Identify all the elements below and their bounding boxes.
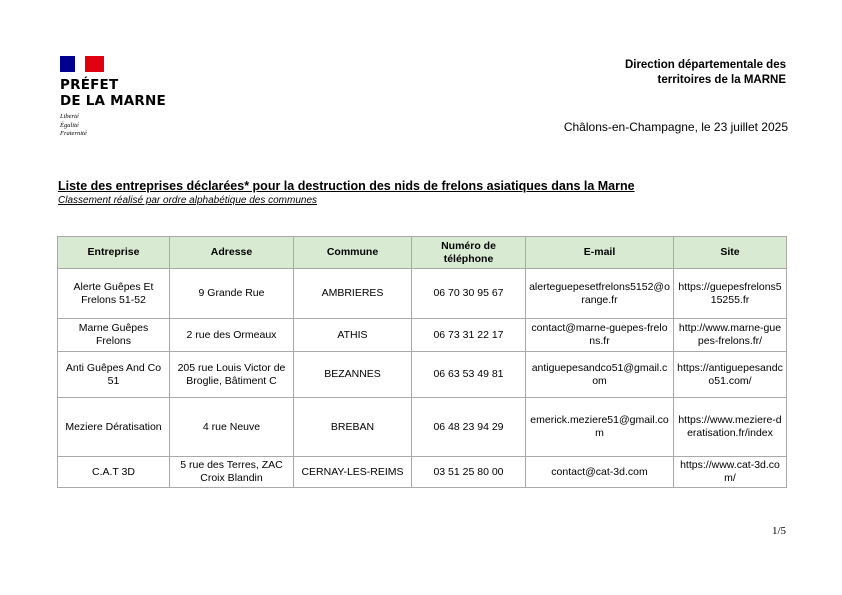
table-header-row — [58, 237, 787, 269]
company-site-link[interactable]: http://www.marne-guepes-frelons.fr/ — [674, 319, 787, 352]
company-address: 9 Grande Rue — [170, 269, 294, 319]
companies-table — [57, 236, 787, 488]
column-header-entreprise: Entreprise — [58, 237, 170, 269]
table-row — [58, 269, 787, 319]
column-header-telephone: Numéro de téléphone — [412, 237, 526, 269]
prefecture-name: PRÉFET DE LA MARNE — [60, 77, 166, 109]
company-commune: ATHIS — [294, 319, 412, 352]
company-name: C.A.T 3D — [58, 457, 170, 488]
column-header-email: E-mail — [526, 237, 674, 269]
column-header-site: Site — [674, 237, 787, 269]
company-site-link[interactable]: https://www.meziere-deratisation.fr/index — [674, 398, 787, 457]
table-row — [58, 352, 787, 398]
company-name: Alerte Guêpes Et Frelons 51-52 — [58, 269, 170, 319]
flag-blue-band — [60, 56, 75, 72]
company-commune: CERNAY-LES-REIMS — [294, 457, 412, 488]
table-row — [58, 398, 787, 457]
company-phone: 06 70 30 95 67 — [412, 269, 526, 319]
company-phone: 06 73 31 22 17 — [412, 319, 526, 352]
company-address: 5 rue des Terres, ZAC Croix Blandin — [170, 457, 294, 488]
prefecture-logo — [60, 56, 166, 139]
company-site-link[interactable]: https://guepesfrelons515255.fr — [674, 269, 787, 319]
french-flag-icon — [60, 56, 104, 72]
place-and-date: Châlons-en-Champagne, le 23 juillet 2025 — [563, 120, 788, 134]
flag-white-band — [75, 56, 85, 72]
company-email: emerick.meziere51@gmail.com — [526, 398, 674, 457]
company-commune: BEZANNES — [294, 352, 412, 398]
company-name: Meziere Dératisation — [58, 398, 170, 457]
company-email: contact@cat-3d.com — [526, 457, 674, 488]
issuing-direction: Direction départementale des territoires de la MARNE — [624, 59, 786, 86]
company-email: contact@marne-guepes-frelons.fr — [526, 319, 674, 352]
company-email: antiguepesandco51@gmail.com — [526, 352, 674, 398]
column-header-adresse: Adresse — [170, 237, 294, 269]
document-title: Liste des entreprises déclarées* pour la destruction des nids de frelons asiatiques dans la Marne — [58, 179, 635, 193]
document-subtitle: Classement réalisé par ordre alphabétique des communes — [58, 195, 318, 206]
column-header-commune: Commune — [294, 237, 412, 269]
table-row — [58, 457, 787, 488]
company-phone: 06 63 53 49 81 — [412, 352, 526, 398]
company-phone: 06 48 23 94 29 — [412, 398, 526, 457]
flag-red-band — [85, 56, 104, 72]
company-address: 2 rue des Ormeaux — [170, 319, 294, 352]
company-site-link[interactable]: https://www.cat-3d.com/ — [674, 457, 787, 488]
company-site-link[interactable]: https://antiguepesandco51.com/ — [674, 352, 787, 398]
company-commune: AMBRIERES — [294, 269, 412, 319]
company-commune: BREBAN — [294, 398, 412, 457]
company-address: 205 rue Louis Victor de Broglie, Bâtiment C — [170, 352, 294, 398]
republic-motto: Liberté Égalité Fraternité — [60, 113, 87, 137]
company-phone: 03 51 25 80 00 — [412, 457, 526, 488]
company-email: alerteguepesetfrelons5152@orange.fr — [526, 269, 674, 319]
company-name: Anti Guêpes And Co 51 — [58, 352, 170, 398]
table-row — [58, 319, 787, 352]
company-address: 4 rue Neuve — [170, 398, 294, 457]
company-name: Marne Guêpes Frelons — [58, 319, 170, 352]
page-number: 1/5 — [771, 525, 786, 537]
